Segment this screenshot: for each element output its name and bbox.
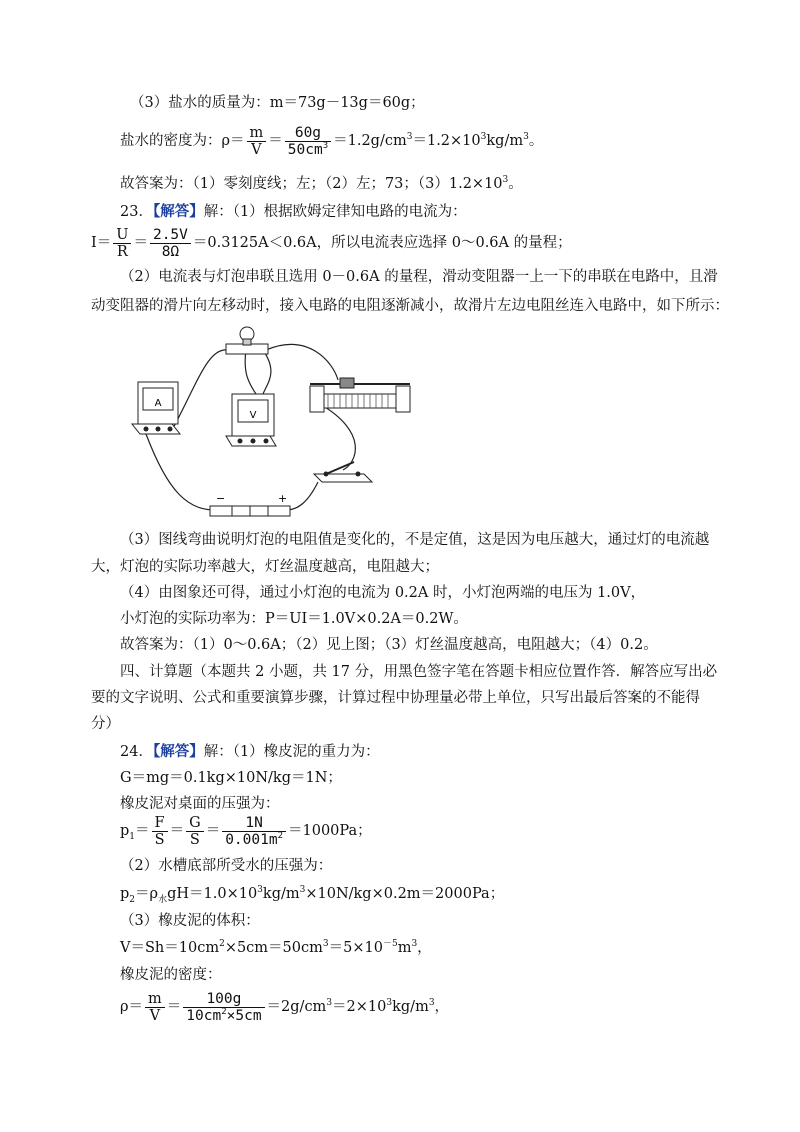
- formula-pressure-2: $p_2=\rho_水gH=1.0\times 10^3kg/m^3\times 10N/kg\times 0.2m=2000Pa$；: [120, 885, 505, 905]
- wire-lamp-to-voltmeter-2: [263, 350, 271, 394]
- section-4-heading-2: 要的文字说明、公式和重要演算步骤，计算过程中协理量必带上单位，只写出最后答案的不能得: [91, 690, 700, 706]
- battery-positive-label: +: [278, 492, 288, 505]
- answer-tag: 【解答】: [152, 743, 204, 760]
- formula-salt-density: 盐水的密度为：ρ＝ $\frac{m}{V}$ ＝ $\frac{60g}{50cm^3}$ $=1.2g/cm^3=1.2\times 10^3kg/m^3$。: [120, 124, 544, 158]
- text-line-graph-1: （3）图线弯曲说明灯泡的电阻值是变化的，不是定值，这是因为电压越大，通过灯的电流越: [120, 532, 710, 548]
- text-line-gravity: G＝mg＝0.1kg×10N/kg＝1N；: [120, 770, 342, 786]
- text-line-pressure-label: 橡皮泥对桌面的压强为：: [120, 796, 280, 812]
- formula-current: I＝ $\frac{U}{R}$ ＝ $\frac{2.5V}{8\Omega}$ ＝0.3125A＜0.6A，所以电流表应选择 0～0.6A 的量程；: [91, 226, 572, 260]
- answer-tag: 【解答】: [152, 203, 204, 220]
- lamp-icon: [226, 327, 268, 354]
- rheostat-icon: [310, 378, 410, 412]
- text-line-answer-23: 故答案为：（1）0～0.6A；（2）见上图；（3）灯丝温度越高，电阻越大；（4）0.2。: [120, 637, 658, 653]
- text-line-density-label: 橡皮泥的密度：: [120, 967, 222, 983]
- voltmeter-label: V: [249, 410, 257, 421]
- battery-icon: [210, 492, 290, 516]
- text-line-circuit-2: 动变阻器的滑片向左移动时，接入电路的电阻逐渐减小，故滑片左边电阻丝连入电路中，如下所示：: [91, 298, 729, 314]
- text-line-water-pressure-label: （2）水槽底部所受水的压强为：: [120, 858, 333, 874]
- text-line-circuit-1: （2）电流表与灯泡串联且选用 0－0.6A 的量程，滑动变阻器一上一下的串联在电路中，且滑: [120, 269, 718, 285]
- wire-ammeter-to-battery: [146, 434, 220, 510]
- text-line-volume-label: （3）橡皮泥的体积：: [120, 913, 260, 929]
- wire-lamp-to-voltmeter-1: [245, 350, 256, 394]
- ammeter-icon: [132, 382, 180, 434]
- formula-volume: $V=Sh=10cm^2\times 5cm=50cm^3=5\times 10^{-5}m^3$，: [120, 939, 432, 956]
- ammeter-label: A: [154, 398, 162, 409]
- switch-icon: [314, 462, 372, 482]
- battery-negative-label: −: [216, 492, 226, 505]
- formula-clay-density: ρ＝ $\frac{m}{V}$ ＝ $\frac{100g}{10cm^2\times 5cm}$ $=2g/cm^3=2\times 10^3kg/m^3$，: [120, 990, 450, 1024]
- circuit-diagram: [128, 322, 428, 522]
- section-4-heading-1: 四、计算题（本题共 2 小题，共 17 分，用黑色签字笔在答题卡相应位置作答．解答应写出必: [120, 664, 718, 680]
- wire-lamp-to-rheostat: [266, 344, 338, 380]
- text-line-power-2: 小灯泡的实际功率为：P＝UI＝1.0V×0.2A＝0.2W。: [120, 611, 468, 627]
- voltmeter-icon: [226, 394, 276, 446]
- formula-pressure-1: $p_1=$ $\frac{F}{S}$ ＝ $\frac{G}{S}$ ＝ $\frac{1N}{0.001m^2}$ ＝1000Pa；: [120, 814, 372, 848]
- wire-switch-to-battery: [286, 482, 318, 510]
- section-4-heading-3: 分）: [91, 716, 120, 732]
- text-line-power-1: （4）由图象还可得，通过小灯泡的电流为 0.2A 时，小灯泡两端的电压为 1.0V，: [120, 585, 646, 601]
- question-23-header: 23．【解答】解：（1）根据欧姆定律知电路的电流为：: [120, 203, 467, 220]
- text-line-answer-22: 故答案为：（1）零刻度线；左；（2）左；73；$(3)1.2\times 10^3$。: [120, 175, 523, 192]
- text-line-graph-2: 大，灯泡的实际功率越大，灯丝温度越高，电阻越大；: [91, 559, 439, 575]
- question-24-header: 24．【解答】解：（1）橡皮泥的重力为：: [120, 743, 380, 760]
- wire-ammeter-to-lamp: [170, 350, 228, 434]
- wire-rheostat-to-switch: [320, 404, 355, 470]
- text-line-salt-mass: （3）盐水的质量为：m＝73g－13g＝60g；: [130, 95, 425, 111]
